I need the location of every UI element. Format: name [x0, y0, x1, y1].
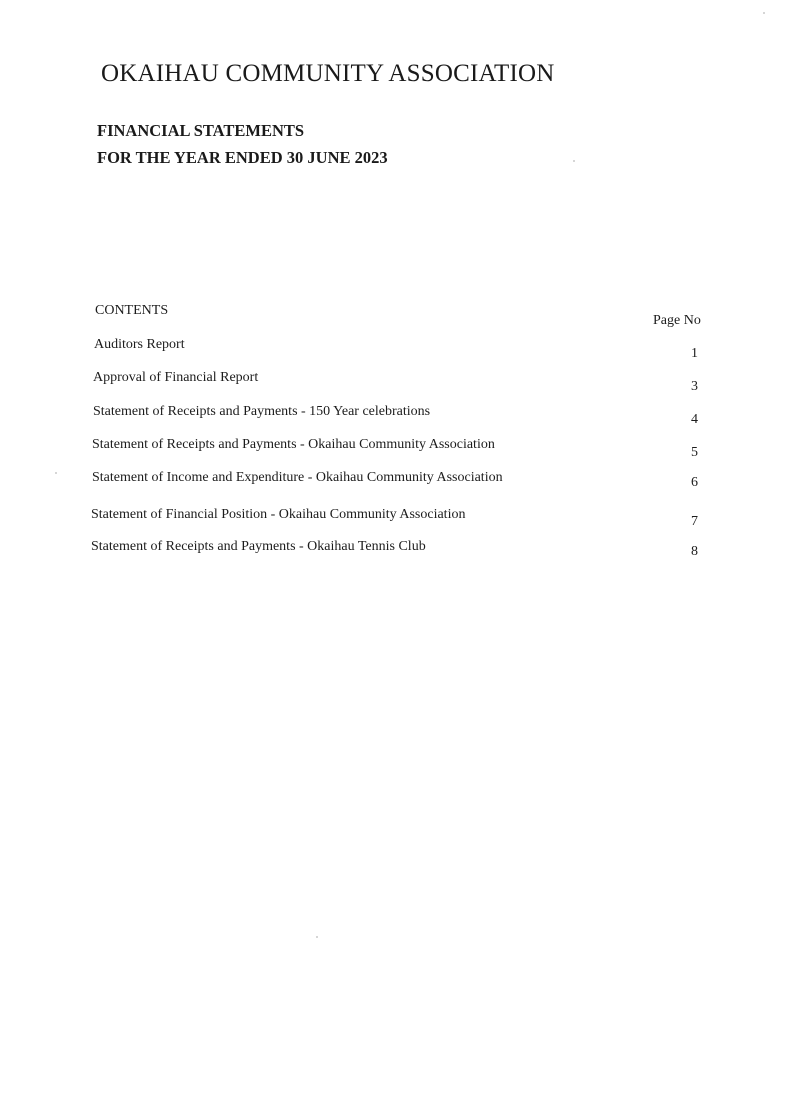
toc-item-page: 4: [691, 412, 698, 427]
toc-item-page: 8: [691, 544, 698, 559]
toc-item-page: 1: [691, 346, 698, 361]
scan-speck: [763, 12, 765, 14]
document-subtitle-line1: FINANCIAL STATEMENTS: [97, 121, 305, 140]
toc-item-title: Statement of Income and Expenditure - Okaihau Community Association: [92, 470, 503, 485]
document-subtitle-line2: FOR THE YEAR ENDED 30 JUNE 2023: [97, 148, 388, 167]
scan-speck: [573, 160, 575, 162]
toc-item-title: Approval of Financial Report: [93, 370, 259, 385]
scan-speck: [316, 936, 318, 938]
scan-speck: [55, 472, 57, 474]
organisation-title: OKAIHAU COMMUNITY ASSOCIATION: [101, 60, 555, 87]
toc-item-page: 3: [691, 379, 698, 394]
toc-item-page: 5: [691, 445, 698, 460]
toc-item-title: Statement of Financial Position - Okaihau Community Association: [91, 507, 466, 522]
toc-item-title: Auditors Report: [94, 337, 185, 352]
toc-item-title: Statement of Receipts and Payments - 150 Year celebrations: [93, 404, 431, 419]
toc-item-title: Statement of Receipts and Payments - Okaihau Tennis Club: [91, 539, 426, 554]
toc-item-title: Statement of Receipts and Payments - Okaihau Community Association: [92, 437, 495, 452]
toc-item-page: 6: [691, 475, 698, 490]
toc-item-page: 7: [691, 514, 698, 529]
page-number-heading: Page No: [653, 313, 701, 328]
contents-heading: CONTENTS: [95, 303, 169, 318]
